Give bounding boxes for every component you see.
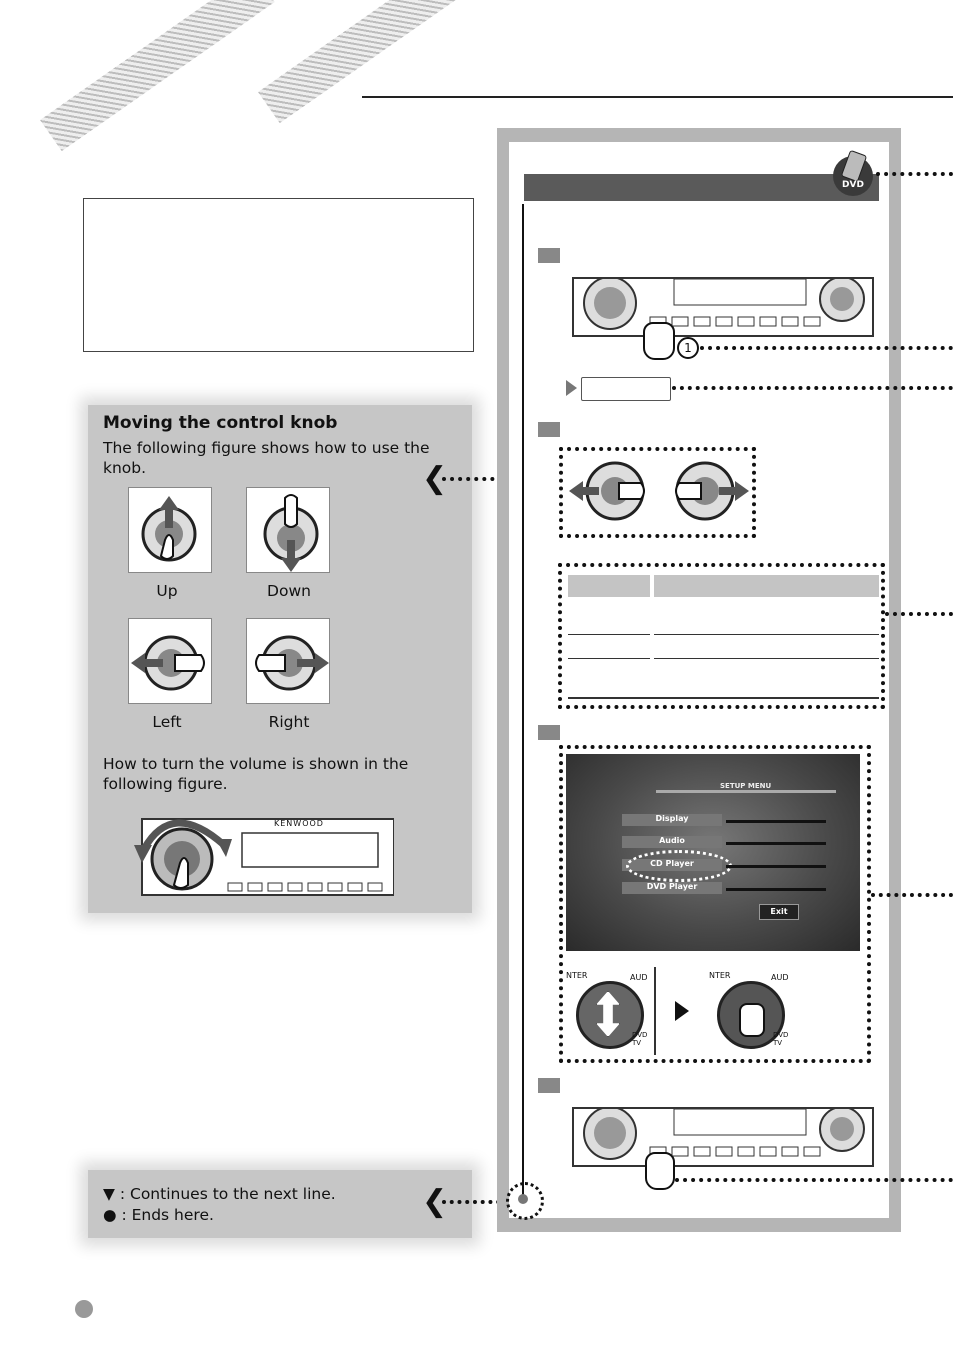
connector-step1: [700, 346, 953, 350]
page-bullet: [75, 1300, 93, 1318]
menu-item-display[interactable]: Display: [622, 814, 722, 826]
table-row-divider: [568, 658, 879, 659]
step-marker-1: [538, 248, 560, 263]
pointer-arrow-legend: ❮: [422, 1184, 448, 1219]
remote-label-dvd-tv: DVD TV: [773, 1031, 789, 1047]
setup-menu-title: SETUP MENU: [720, 782, 772, 790]
options-table-group: [558, 563, 885, 709]
head-unit-figure-2: [572, 1107, 874, 1167]
decorative-hatch-left: [40, 0, 275, 151]
menu-exit-button[interactable]: Exit: [759, 904, 799, 920]
remote-label-aud: AUD: [630, 973, 648, 982]
label-down: Down: [267, 582, 311, 600]
remote-joystick-up-down: [566, 967, 656, 1055]
panel-intro: The following figure shows how to use the knob.: [103, 439, 430, 477]
step-marker-2: [538, 422, 560, 437]
cd-player-highlight: [626, 850, 732, 882]
menu-item-audio[interactable]: Audio: [622, 836, 722, 848]
table-row-divider: [568, 634, 879, 635]
display-indicator-box: [581, 377, 671, 401]
procedure-header-bar: [524, 174, 879, 201]
intro-box: [83, 198, 474, 352]
table-col-divider: [650, 597, 654, 667]
legend-ends: ● : Ends here.: [103, 1206, 214, 1224]
hand-press-icon-1: [643, 322, 675, 360]
setup-menu-screen: [566, 754, 860, 951]
volume-figure: [132, 805, 394, 897]
remote-joystick-press: [709, 967, 795, 1055]
knob-right-figure: [246, 618, 330, 704]
dvd-remote-badge: [833, 156, 873, 196]
table-header-row: [568, 575, 879, 597]
next-arrow-icon: [675, 1001, 689, 1021]
legend-panel: [88, 1170, 472, 1238]
menu-item-cd-player[interactable]: CD Player: [622, 859, 722, 871]
knob-left-figure: [128, 618, 212, 704]
connector-setup-menu: [871, 893, 953, 897]
knob-down-figure: [246, 487, 330, 573]
table-bottom-rule: [568, 697, 879, 699]
panel-title: Moving the control knob: [103, 413, 338, 433]
end-marker-dot: [518, 1194, 528, 1204]
connector-table: [885, 612, 953, 616]
header-rule: [362, 96, 953, 98]
dvd-badge-label: DVD: [842, 180, 864, 190]
play-triangle-icon: [566, 380, 577, 396]
step-marker-3: [538, 725, 560, 740]
legend-continues: ▼ : Continues to the next line.: [103, 1185, 336, 1203]
knob-left-right-group: [559, 447, 756, 538]
remote-label-aud: AUD: [771, 973, 789, 982]
setup-menu-group: [559, 745, 871, 1063]
connector-display: [672, 386, 953, 390]
knob-up-figure: [128, 487, 212, 573]
callout-number: 1: [677, 337, 699, 359]
label-left: Left: [152, 713, 182, 731]
flow-timeline: [522, 204, 524, 1198]
label-up: Up: [156, 582, 178, 600]
control-knob-panel: [88, 405, 472, 913]
remote-label-enter: NTER: [566, 971, 588, 980]
head-unit-figure-1: [572, 277, 874, 337]
connector-badge: [876, 172, 953, 176]
volume-text: How to turn the volume is shown in the following figure.: [103, 755, 409, 793]
hand-press-icon-2: [645, 1152, 675, 1190]
decorative-hatch-right: [258, 0, 468, 123]
connector-step4: [675, 1178, 953, 1182]
menu-item-dvd-player[interactable]: DVD Player: [622, 882, 722, 894]
step-marker-4: [538, 1078, 560, 1093]
pointer-arrow-knob: ❮: [422, 461, 448, 496]
label-right: Right: [268, 713, 310, 731]
brand-logo: KENWOOD: [274, 819, 324, 828]
remote-label-dvd-tv: DVD TV: [632, 1031, 648, 1047]
hand-press-icon: [739, 1003, 765, 1037]
remote-label-enter: NTER: [709, 971, 731, 980]
